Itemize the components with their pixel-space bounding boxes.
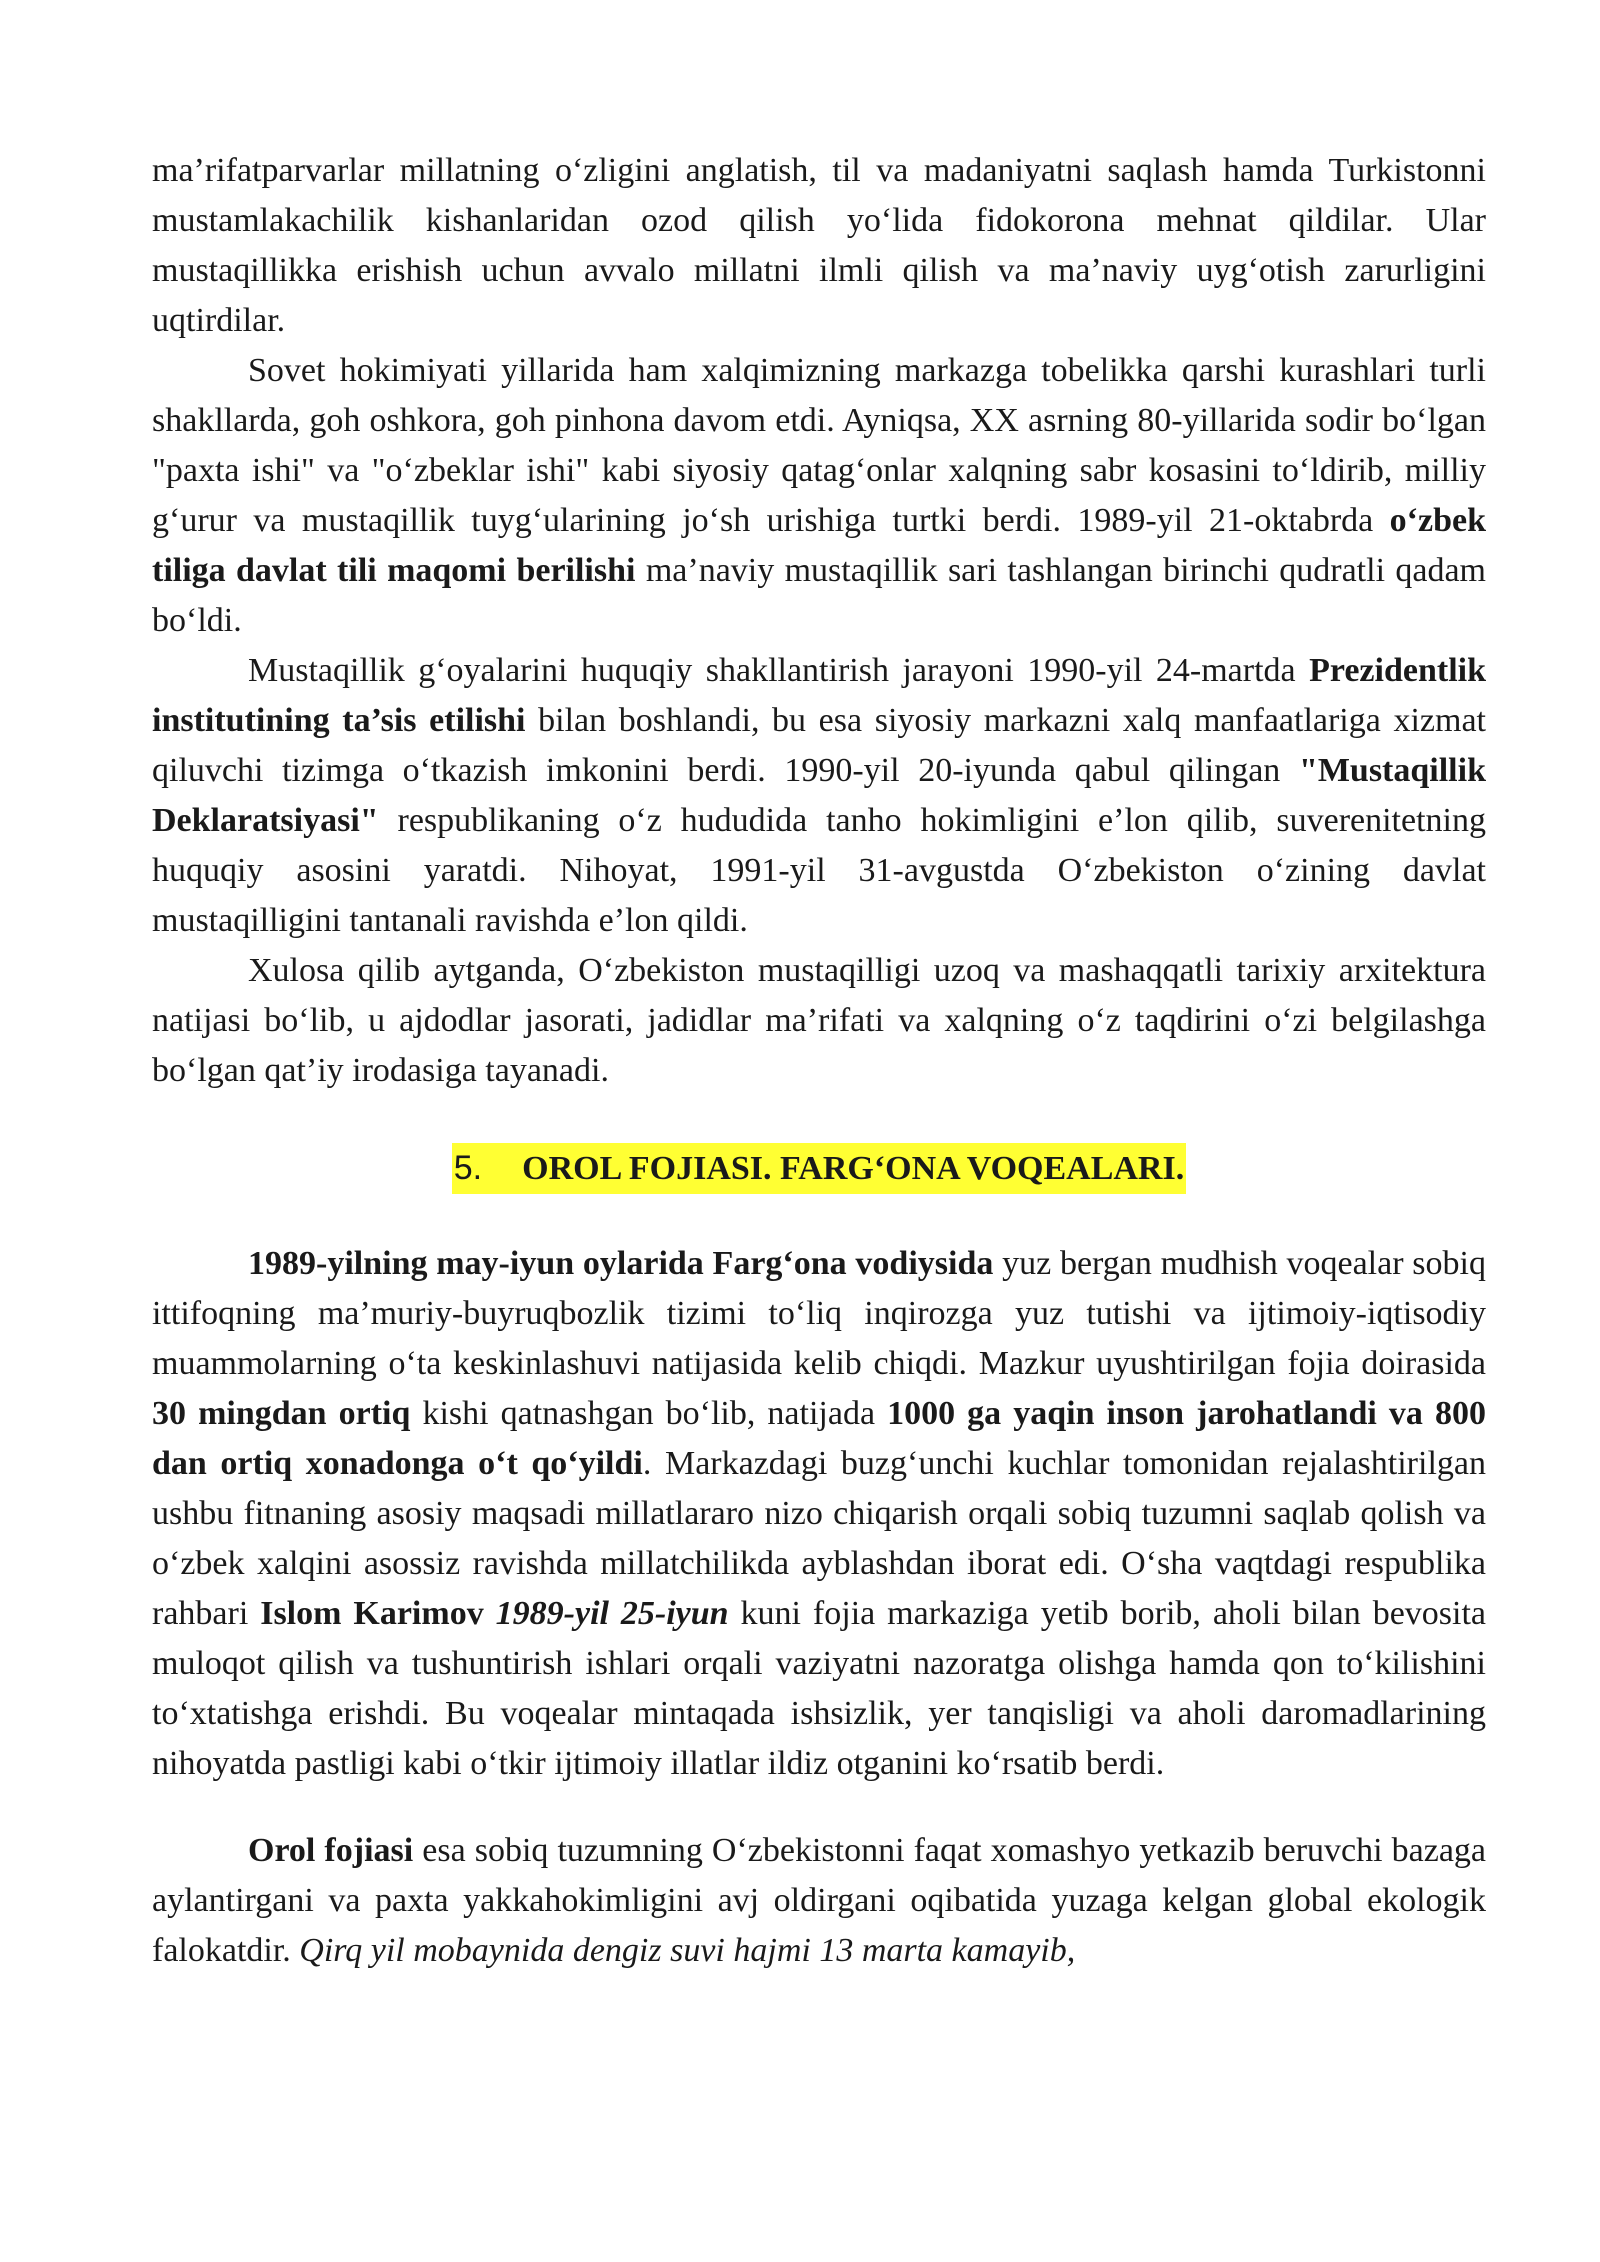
paragraph-text: ma’rifatparvarlar millatning o‘zligini anglatish, til va madaniyatni saqlash hamda Turkistonni mustamlakachilik kishanlaridan ozod qilish yo‘lida fidokorona mehnat qildilar. Ular mustaqillikka erishish uchun avvalo millatni ilmli qilish va ma’naviy uyg‘otish zarurligini uqtirdilar. bbox=[152, 152, 1486, 339]
bold-phrase-presidency: Prezidentlik institutining ta’sis etilishi bbox=[152, 652, 1486, 739]
bold-phrase-fergana: 1989-yilning may-iyun oylarida Farg‘ona vodiysida bbox=[248, 1245, 994, 1282]
section-title: OROL FOJIASI. FARG‘ONA VOQEALARI. bbox=[522, 1150, 1185, 1187]
paragraph-conclusion bbox=[152, 946, 1486, 1096]
paragraph-text: bilan boshlandi, bu esa siyosiy markazni xalq manfaatlariga xizmat qiluvchi tizimga o‘tkazish imkonini berdi. 1990-yil 20-iyunda qabul qilingan bbox=[152, 702, 1486, 789]
bold-phrase-declaration: "Mustaqillik Deklaratsiyasi" bbox=[152, 752, 1486, 839]
paragraph-text: Mustaqillik g‘oyalarini huquqiy shakllantirish jarayoni 1990-yil 24-martda bbox=[248, 652, 1310, 689]
paragraph-text: Xulosa qilib aytganda, O‘zbekiston mustaqilligi uzoq va mashaqqatli tarixiy arxitektura natijasi bo‘lib, u ajdodlar jasorati, jadidlar ma’rifati va xalqning o‘z taqdirini o‘zi belgilashga bo‘lgan qat’iy irodasiga tayanadi. bbox=[152, 952, 1486, 1089]
section-number: 5. bbox=[453, 1149, 483, 1187]
paragraph-text: . Markazdagi buzg‘unchi kuchlar tomonidan rejalashtirilgan ushbu fitnaning asosiy maqsadi millatlararo nizo chiqarish orqali sobiq tuzumni saqlab qolish va o‘zbek xalqini asossiz ravishda millatchilikda ayblashdan iborat edi. O‘sha vaqtdagi respublika rahbari bbox=[152, 1445, 1486, 1632]
paragraph-text: respublikaning o‘z hududida tanho hokimligini e’lon qilib, suverenitetning huquqiy asosini yaratdi. Nihoyat, 1991-yil 31-avgustda O‘zbekiston o‘zining davlat mustaqilligini tantanali ravishda e’lon qildi. bbox=[152, 802, 1486, 939]
paragraph-aral-tragedy bbox=[152, 1826, 1486, 1976]
paragraph-text: kishi qatnashgan bo‘lib, natijada bbox=[410, 1395, 888, 1432]
paragraph-text: yuz bergan mudhish voqealar sobiq ittifoqning ma’muriy-buyruqbozlik tizimi to‘liq inqirozga yuz tutishi va ijtimoiy-iqtisodiy muammolarning o‘ta keskinlashuvi natijasida kelib chiqdi. Mazkur uyushtirilgan fojia doirasida bbox=[152, 1245, 1486, 1382]
paragraph-text bbox=[484, 1595, 496, 1632]
paragraph-text: esa sobiq tuzumning O‘zbekistonni faqat xomashyo yetkazib beruvchi bazaga aylantirgani va paxta yakkahokimligini avj oldirgani oqibatida yuzaga kelgan global ekologik falokatdir. bbox=[152, 1832, 1486, 1969]
paragraph-gap bbox=[152, 1789, 1486, 1826]
bold-phrase-participants: 30 mingdan ortiq bbox=[152, 1395, 411, 1432]
italic-phrase-sea-volume: Qirq yil mobaynida dengiz suvi hajmi 13 marta kamayib, bbox=[299, 1932, 1076, 1969]
bold-italic-date: 1989-yil 25-iyun bbox=[495, 1595, 729, 1632]
paragraph-text: Sovet hokimiyati yillarida ham xalqimizning markazga tobelikka qarshi kurashlari turli shakllarda, goh oshkora, goh pinhona davom etdi. Ayniqsa, XX asrning 80-yillarida sodir bo‘lgan "paxta ishi" va "o‘zbeklar ishi" kabi siyosiy qatag‘onlar xalqning sabr kosasini to‘ldirib, milliy g‘urur va mustaqillik tuyg‘ularining jo‘sh urishiga turtki berdi. 1989-yil 21-oktabrda bbox=[152, 352, 1486, 539]
bold-phrase-karimov: Islom Karimov bbox=[260, 1595, 484, 1632]
bold-phrase-casualties: 1000 ga yaqin inson jarohatlandi va 800 dan ortiq xonadonga o‘t qo‘yildi bbox=[152, 1395, 1486, 1482]
paragraph-fergana-events bbox=[152, 1239, 1486, 1789]
highlighted-heading bbox=[452, 1143, 1186, 1194]
document-page bbox=[152, 146, 1486, 1976]
paragraph-text: ma’naviy mustaqillik sari tashlangan birinchi qudratli qadam bo‘ldi. bbox=[152, 552, 1486, 639]
bold-phrase-state-language: o‘zbek tiliga davlat tili maqomi berilishi bbox=[152, 502, 1486, 589]
paragraph-enlighteners bbox=[152, 146, 1486, 346]
paragraph-independence-process bbox=[152, 646, 1486, 946]
paragraph-soviet-era bbox=[152, 346, 1486, 646]
bold-phrase-aral: Orol fojiasi bbox=[248, 1832, 414, 1869]
section-heading bbox=[152, 1143, 1486, 1194]
paragraph-text: kuni fojia markaziga yetib borib, aholi bilan bevosita muloqot qilish va tushuntirish ishlari orqali vaziyatni nazoratga olishga hamda qon to‘kilishini to‘xtatishga erishdi. Bu voqealar mintaqada ishsizlik, yer tanqisligi va aholi daromadlarining nihoyatda pastligi kabi o‘tkir ijtimoiy illatlar ildiz otganini ko‘rsatib berdi. bbox=[152, 1595, 1487, 1782]
